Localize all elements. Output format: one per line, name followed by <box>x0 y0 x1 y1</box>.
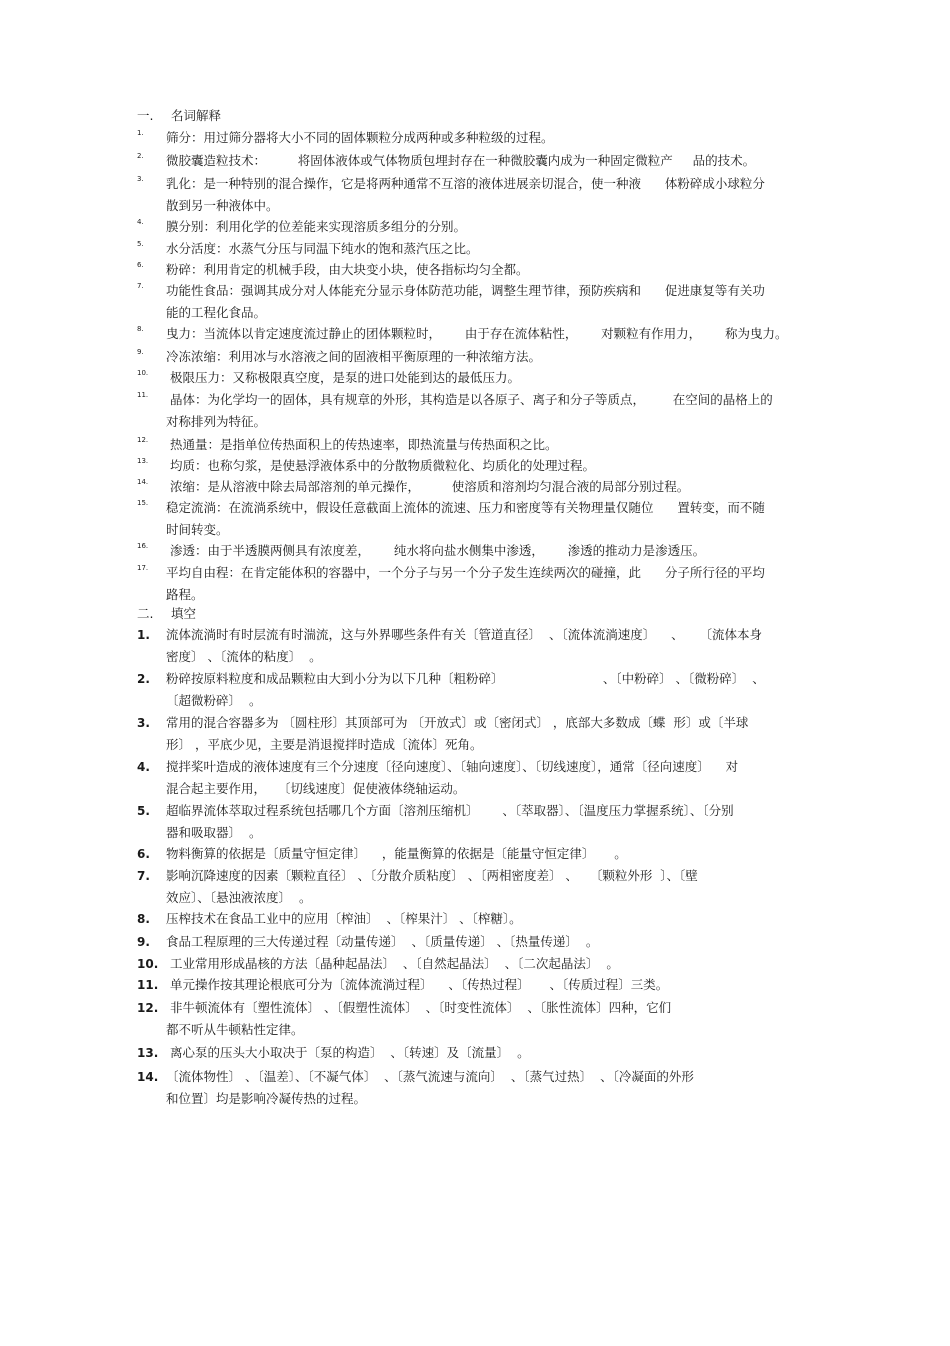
item-number: 14. <box>137 478 149 486</box>
item-text <box>166 540 816 562</box>
text-line: 对称排列为特征。 <box>166 413 267 429</box>
text-line: 搅拌桨叶造成的液体速度有三个分速度〔径向速度〕、〔轴向速度〕、〔切线速度〕，通常〔径向速度〕 对 <box>166 759 739 774</box>
text-line: 冷冻浓缩：利用冰与水溶液之间的固液相平衡原理的一种浓缩方法。 <box>166 349 542 364</box>
item-text <box>166 931 816 953</box>
text-line: 筛分：用过筛分器将大小不同的固体颗粒分成两种或多种粒级的过程。 <box>166 130 554 145</box>
item-text <box>166 624 816 667</box>
text-line: 常用的混合容器多为 〔圆柱形〕其顶部可为 〔开放式〕或〔密闭式〕 ，底部大多数成〔蝶 形〕或〔半球 <box>166 715 749 730</box>
item-number: 15. <box>137 499 149 507</box>
list-item <box>137 672 827 715</box>
item-number: 12. <box>137 436 149 444</box>
item-number: 5. <box>137 804 150 818</box>
text-line: 食品工程原理的三大传递过程〔动量传递〕 、〔质量传递〕 、〔热量传递〕 。 <box>166 934 599 949</box>
item-text <box>166 1066 816 1109</box>
item-number: 10. <box>137 957 159 971</box>
section-title: 填空 <box>171 606 197 621</box>
item-text <box>166 497 816 540</box>
list-item <box>137 1046 827 1068</box>
item-number: 16. <box>137 542 149 550</box>
text-line: 均质：也称匀浆，是使悬浮液体系中的分散物质微粒化、均质化的处理过程。 <box>166 458 595 473</box>
text-line: 〔流体物性〕 、〔温差〕、〔不凝气体〕 、〔蒸气流速与流向〕 、〔蒸气过热〕 、〔冷凝面的外形 <box>166 1069 694 1084</box>
item-text <box>166 865 816 908</box>
list-item <box>137 1070 827 1113</box>
item-text <box>166 800 816 843</box>
text-line: 粉碎按原料粒度和成品颗粒由大到小分为以下几种〔粗粉碎〕 、〔中粉碎〕 、〔微粉碎〕 、 <box>166 671 765 686</box>
item-text <box>166 953 816 975</box>
item-text <box>166 323 816 345</box>
item-text <box>166 562 816 605</box>
section-heading-definitions <box>137 108 221 124</box>
item-text <box>166 346 816 368</box>
text-line: 工业常用形成晶核的方法〔晶种起晶法〕 、〔自然起晶法〕 、〔二次起晶法〕 。 <box>166 956 619 971</box>
text-line: 曳力：当流体以肯定速度流过静止的团体颗粒时， 由于存在流体粘性， 对颗粒有作用力， 称为曳力。 <box>166 326 788 341</box>
item-number: 8. <box>137 912 150 926</box>
item-number: 1. <box>137 129 144 137</box>
text-line: 都不听从牛顿粘性定律。 <box>166 1021 304 1037</box>
text-line: 微胶囊造粒技术： 将固体液体或气体物质包埋封存在一种微胶囊内成为一种固定微粒产 品的技术。 <box>166 153 756 168</box>
text-line: 水分活度：水蒸气分压与同温下纯水的饱和蒸汽压之比。 <box>166 241 479 256</box>
list-item <box>137 716 827 759</box>
text-line: 粉碎：利用肯定的机械手段，由大块变小块，使各指标均匀全都。 <box>166 262 529 277</box>
item-number: 7. <box>137 282 144 290</box>
item-number: 4. <box>137 218 144 226</box>
item-text <box>166 173 816 216</box>
text-line: 非牛顿流体有〔塑性流体〕 、〔假塑性流体〕 、〔时变性流体〕 、〔胀性流体〕四种，它们 <box>166 1000 672 1015</box>
item-text <box>166 238 816 260</box>
item-number: 7. <box>137 869 150 883</box>
item-number: 17. <box>137 564 149 572</box>
item-number: 8. <box>137 325 144 333</box>
item-text <box>166 997 816 1040</box>
text-line: 流体流淌时有时层流有时湍流，这与外界哪些条件有关〔管道直径〕 、〔流体流淌速度〕 、 〔流体本身 <box>166 627 762 642</box>
text-line: 晶体：为化学均一的固体，具有规章的外形，其构造是以各原子、离子和分子等质点， 在空间的晶格上的 <box>166 392 773 407</box>
list-item <box>137 176 827 219</box>
text-line: 物料衡算的依据是〔质量守恒定律〕 ，能量衡算的依据是〔能量守恒定律〕 。 <box>166 846 627 861</box>
item-number: 3. <box>137 716 150 730</box>
text-line: 单元操作按其理论根底可分为〔流体流淌过程〕 、〔传热过程〕 、〔传质过程〕三类。 <box>166 977 669 992</box>
item-number: 11. <box>137 978 159 992</box>
item-text <box>166 280 816 323</box>
section-number: 一. <box>137 108 154 123</box>
item-text <box>166 150 816 172</box>
item-number: 5. <box>137 240 144 248</box>
text-line: 热通量：是指单位传热面积上的传热速率，即热流量与传热面积之比。 <box>166 437 558 452</box>
item-text <box>166 974 816 996</box>
text-line: 离心泵的压头大小取决于〔泵的构造〕 、〔转速〕及〔流量〕 。 <box>166 1045 530 1060</box>
item-number: 10. <box>137 369 149 377</box>
list-item <box>137 326 827 348</box>
item-number: 11. <box>137 391 149 399</box>
item-number: 9. <box>137 935 150 949</box>
item-text <box>166 908 816 930</box>
item-text <box>166 668 816 711</box>
text-line: 路程。 <box>166 586 204 602</box>
list-item <box>137 628 827 671</box>
text-line: 膜分别：利用化学的位差能来实现溶质多组分的分别。 <box>166 219 467 234</box>
text-line: 乳化：是一种特别的混合操作，它是将两种通常不互溶的液体进展亲切混合，使一种液 体粉碎成小球粒分 <box>166 176 765 191</box>
item-number: 1. <box>137 628 150 642</box>
item-number: 9. <box>137 348 144 356</box>
list-item <box>137 565 827 608</box>
item-text <box>166 216 816 238</box>
text-line: 稳定流淌：在流淌系统中，假设任意截面上流体的流速、压力和密度等有关物理量仅随位 置转变，而不随 <box>166 500 765 515</box>
list-item <box>137 804 827 847</box>
list-item <box>137 760 827 803</box>
item-text <box>166 476 816 498</box>
text-line: 〔超微粉碎〕 。 <box>166 692 262 708</box>
item-number: 6. <box>137 261 144 269</box>
text-line: 器和吸取器〕 。 <box>166 824 262 840</box>
text-line: 压榨技术在食品工业中的应用〔榨油〕 、〔榨果汁〕 、〔榨糖〕。 <box>166 911 522 926</box>
text-line: 散到另一种液体中。 <box>166 197 279 213</box>
item-number: 2. <box>137 152 144 160</box>
item-text <box>166 455 816 477</box>
item-text <box>166 367 816 389</box>
item-number: 13. <box>137 457 149 465</box>
text-line: 功能性食品：强调其成分对人体能充分显示身体防范功能，调整生理节律，预防疾病和 促进康复等有关功 <box>166 283 765 298</box>
item-text <box>166 389 816 432</box>
list-item <box>137 392 827 435</box>
text-line: 能的工程化食品。 <box>166 304 267 320</box>
item-text <box>166 843 816 865</box>
section-number: 二. <box>137 606 154 621</box>
list-item <box>137 500 827 543</box>
item-text <box>166 127 816 149</box>
item-number: 14. <box>137 1070 159 1084</box>
text-line: 渗透：由于半透膜两侧具有浓度差， 纯水将向盐水侧集中渗透， 渗透的推动力是渗透压。 <box>166 543 706 558</box>
item-text <box>166 259 816 281</box>
list-item <box>137 153 827 175</box>
text-line: 超临界流体萃取过程系统包括哪几个方面〔溶剂压缩机〕 、〔萃取器〕、〔温度压力掌握系统〕、〔分别 <box>166 803 734 818</box>
text-line: 影响沉降速度的因素〔颗粒直径〕 、〔分散介质粘度〕 、〔两相密度差〕 、 〔颗粒外形 〕、〔壁 <box>166 868 698 883</box>
text-line: 混合起主要作用， 〔切线速度〕促使液体绕轴运动。 <box>166 780 466 796</box>
text-line: 效应〕、〔悬浊液浓度〕 。 <box>166 889 312 905</box>
item-text <box>166 712 816 755</box>
item-number: 12. <box>137 1001 159 1015</box>
list-item <box>137 283 827 326</box>
text-line: 形〕 ，平底少见，主要是消退搅拌时造成〔流体〕死角。 <box>166 736 483 752</box>
item-text <box>166 756 816 799</box>
text-line: 极限压力：又称极限真空度，是泵的进口处能到达的最低压力。 <box>166 370 520 385</box>
item-number: 2. <box>137 672 150 686</box>
item-number: 13. <box>137 1046 159 1060</box>
text-line: 时间转变。 <box>166 521 229 537</box>
item-number: 4. <box>137 760 150 774</box>
text-line: 平均自由程：在肯定能体积的容器中，一个分子与另一个分子发生连续两次的碰撞，此 分子所行径的平均 <box>166 565 765 580</box>
section-title: 名词解释 <box>171 108 222 123</box>
text-line: 浓缩：是从溶液中除去局部溶剂的单元操作， 使溶质和溶剂均匀混合液的局部分别过程。 <box>166 479 690 494</box>
text-line: 和位置〕均是影响冷凝传热的过程。 <box>166 1090 367 1106</box>
item-text <box>166 434 816 456</box>
list-item <box>137 130 827 152</box>
list-item <box>137 1001 827 1044</box>
item-number: 3. <box>137 175 144 183</box>
item-number: 6. <box>137 847 150 861</box>
text-line: 密度〕 、〔流体的粘度〕 。 <box>166 648 322 664</box>
list-item <box>137 869 827 912</box>
section-heading-fill-in <box>137 606 196 622</box>
item-text <box>166 1042 816 1064</box>
